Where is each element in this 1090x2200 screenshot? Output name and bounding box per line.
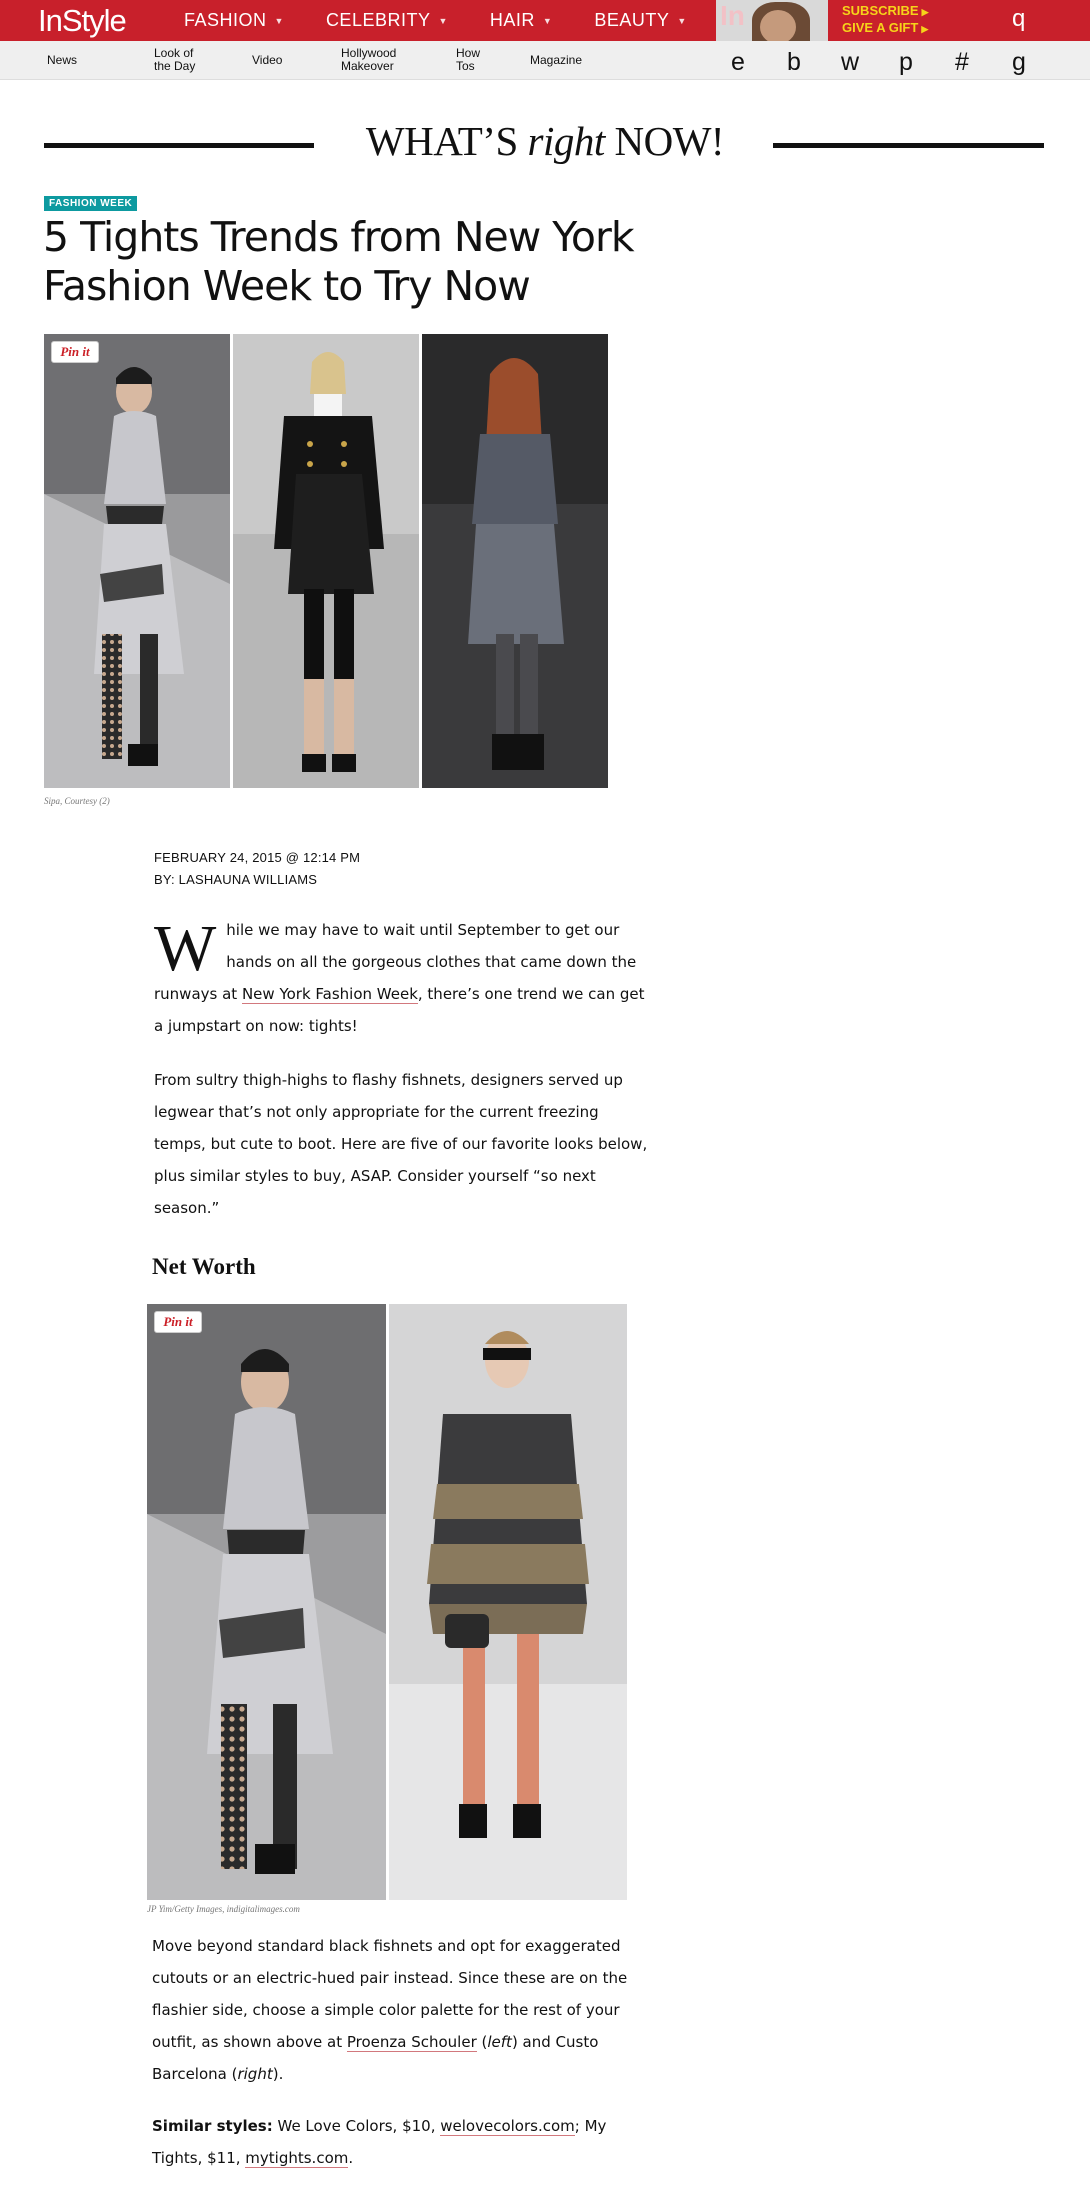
chevron-down-icon: ▼ bbox=[438, 15, 448, 26]
nav-beauty[interactable] bbox=[594, 10, 686, 31]
section-image-collage bbox=[147, 1304, 627, 1900]
subnav-label-line1: Hollywood bbox=[341, 46, 397, 60]
nav-celebrity[interactable] bbox=[326, 10, 448, 31]
hero-image-collage bbox=[44, 334, 608, 788]
search-icon[interactable]: q bbox=[1012, 5, 1026, 32]
subnav-video-label: Video bbox=[252, 53, 283, 67]
subnav-label-line1: How bbox=[456, 46, 481, 60]
subnav-magazine[interactable] bbox=[530, 54, 582, 67]
subnav-hollywood-makeover[interactable] bbox=[341, 47, 396, 73]
nav-hair[interactable] bbox=[490, 10, 552, 31]
subscribe-label: SUBSCRIBE bbox=[842, 3, 919, 18]
give-gift-label: GIVE A GIFT bbox=[842, 20, 919, 35]
subnav-news[interactable] bbox=[47, 54, 77, 67]
article-paragraph-intro bbox=[154, 914, 650, 1042]
google-plus-icon[interactable]: g bbox=[1012, 48, 1026, 76]
main-nav bbox=[184, 0, 729, 41]
pin-it-button[interactable]: Pin it bbox=[154, 1311, 202, 1333]
subnav-label-line2: Tos bbox=[456, 59, 475, 73]
banner-text-end: NOW! bbox=[604, 118, 725, 164]
proenza-schouler-link[interactable]: Proenza Schouler bbox=[346, 2033, 477, 2051]
instyle-logo[interactable]: InStyle bbox=[38, 3, 126, 38]
section-photo-credit: JP Yim/Getty Images, indigitalimages.com bbox=[147, 1904, 300, 1914]
paragraph-text: hile we may have to wait until September to get our hands on all the gorgeous clothes that came down the runways at bbox=[154, 921, 637, 1003]
similar-styles-paragraph bbox=[152, 2110, 648, 2174]
runway-photo-collage bbox=[44, 334, 608, 788]
magazine-cover-logo: In bbox=[720, 0, 745, 31]
arrow-right-icon: ▶ bbox=[921, 24, 929, 34]
banner-text-start: WHAT’S bbox=[365, 118, 528, 164]
twitter-icon[interactable]: w bbox=[841, 48, 860, 76]
paragraph-text: . bbox=[348, 2149, 354, 2167]
article-paragraph-3 bbox=[152, 1930, 648, 2090]
paragraph-text: ). bbox=[272, 2065, 284, 2083]
category-tag[interactable]: FASHION WEEK bbox=[44, 196, 137, 211]
runway-photo-pair bbox=[147, 1304, 627, 1900]
subnav-magazine-label: Magazine bbox=[530, 53, 583, 67]
instagram-icon[interactable]: # bbox=[955, 48, 969, 76]
nav-celebrity-label: CELEBRITY bbox=[325, 10, 431, 30]
article-paragraph-2: From sultry thigh-highs to flashy fishnets, designers served up legwear that’s not only appropriate for the current freezing temps, but cute to boot. Here are five of our favorite looks below, plus similar styles to buy, ASAP. Consider yourself “so next season.” bbox=[154, 1071, 648, 1217]
pinterest-icon[interactable]: p bbox=[899, 48, 913, 76]
secondary-nav-bar bbox=[0, 41, 1090, 80]
subscribe-link[interactable] bbox=[842, 3, 929, 20]
new-york-fashion-week-link[interactable]: New York Fashion Week bbox=[241, 985, 418, 1003]
nav-beauty-label: BEAUTY bbox=[594, 10, 670, 30]
paragraph-text: ( bbox=[476, 2033, 488, 2051]
subnav-label-line2: the Day bbox=[154, 59, 196, 73]
subnav-label-line2: Makeover bbox=[341, 59, 394, 73]
nav-fashion[interactable] bbox=[184, 10, 284, 31]
banner-rule-right bbox=[773, 143, 1044, 148]
nav-fashion-label: FASHION bbox=[184, 10, 267, 30]
whats-right-now-banner bbox=[320, 116, 770, 166]
give-gift-link[interactable] bbox=[842, 20, 929, 37]
cover-model-face bbox=[760, 10, 796, 41]
article-date: FEBRUARY 24, 2015 @ 12:14 PM bbox=[154, 850, 361, 865]
email-icon[interactable]: e bbox=[731, 48, 745, 76]
chevron-down-icon: ▼ bbox=[677, 15, 687, 26]
article-title: 5 Tights Trends from New York Fashion Week to Try Now bbox=[43, 213, 634, 310]
facebook-icon[interactable]: b bbox=[787, 48, 801, 76]
subscribe-promo[interactable] bbox=[842, 3, 929, 37]
paragraph-text: ) and Custo Barcelona ( bbox=[152, 2033, 599, 2083]
chevron-down-icon: ▼ bbox=[542, 15, 553, 26]
pin-it-button[interactable]: Pin it bbox=[51, 341, 99, 363]
drop-cap: W bbox=[154, 912, 217, 985]
similar-styles-label: Similar styles: bbox=[152, 2117, 273, 2135]
top-header-bar bbox=[0, 0, 1090, 41]
subnav-news-label: News bbox=[47, 53, 78, 67]
subnav-look-of-the-day[interactable] bbox=[154, 47, 195, 73]
article-byline: BY: LASHAUNA WILLIAMS bbox=[154, 872, 318, 887]
hero-photo-credit: Sipa, Courtesy (2) bbox=[44, 796, 110, 806]
paragraph-text: , there’s one trend we can get a jumpstart on now: tights! bbox=[154, 985, 645, 1035]
paragraph-text: We Love Colors, $10, bbox=[272, 2117, 441, 2135]
welovecolors-link[interactable]: welovecolors.com bbox=[440, 2117, 575, 2135]
banner-rule-left bbox=[44, 143, 314, 148]
section-heading: Net Worth bbox=[152, 1254, 256, 1279]
paragraph-text: Move beyond standard black fishnets and opt for exaggerated cutouts or an electric-hued pair instead. Since these are on the flashier side, choose a simple color palette for the rest of your outfit, as shown above at bbox=[152, 1937, 628, 2051]
paragraph-italic: right bbox=[237, 2065, 273, 2083]
paragraph-text: ; My Tights, $11, bbox=[152, 2117, 607, 2167]
subnav-label-line1: Look of bbox=[154, 46, 194, 60]
nav-hair-label: HAIR bbox=[489, 10, 535, 30]
chevron-down-icon: ▼ bbox=[274, 15, 284, 26]
subnav-how-tos[interactable] bbox=[456, 47, 480, 73]
banner-text-italic: right bbox=[527, 118, 605, 164]
paragraph-italic: left bbox=[487, 2033, 512, 2051]
arrow-right-icon: ▶ bbox=[921, 7, 929, 17]
mytights-link[interactable]: mytights.com bbox=[245, 2149, 349, 2167]
subnav-video[interactable] bbox=[252, 54, 282, 67]
magazine-cover-thumbnail[interactable] bbox=[716, 0, 828, 41]
